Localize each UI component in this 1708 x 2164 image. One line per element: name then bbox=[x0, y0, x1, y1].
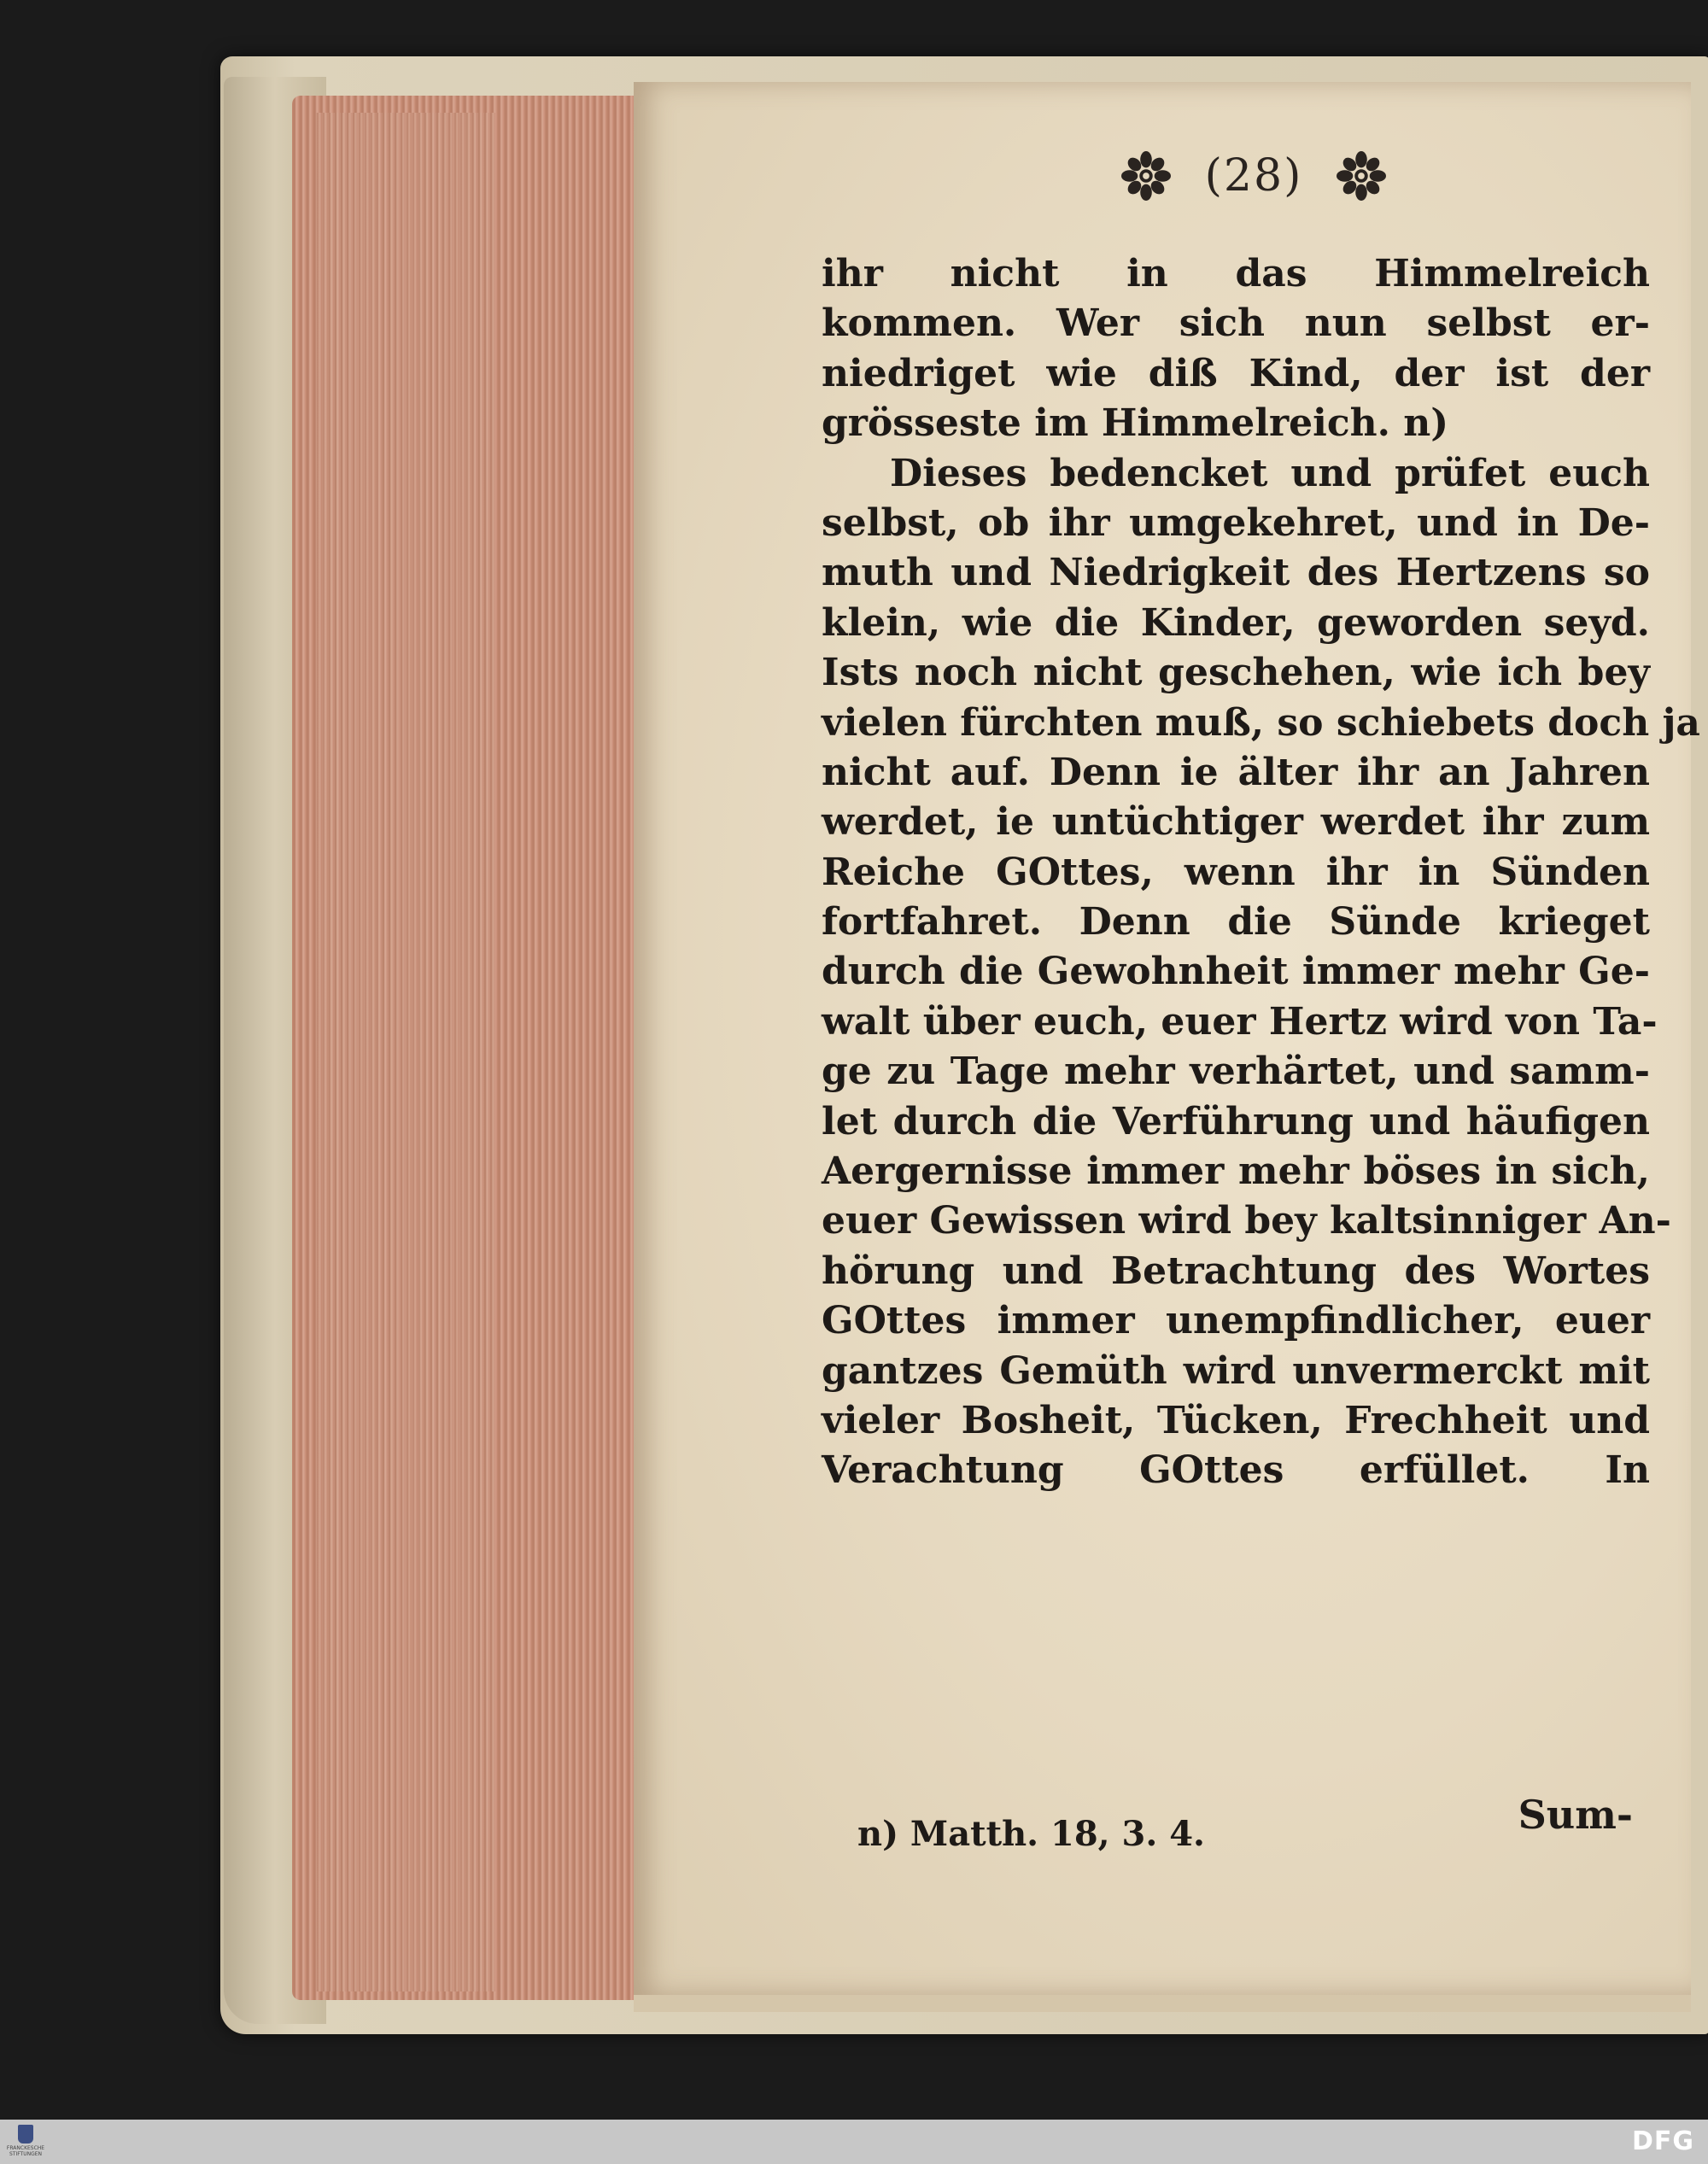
text-line: selbst, ob ihr umgekehret, und in De- bbox=[822, 500, 1650, 545]
text-line: klein, wie die Kinder, geworden seyd. bbox=[822, 600, 1650, 645]
text-line: ihr nicht in das Himmelreich bbox=[822, 252, 1650, 295]
text-line: muth und Niedrigkeit des Hertzens so bbox=[822, 551, 1650, 595]
page-bottom-edge bbox=[634, 1995, 1691, 2012]
text-line: fortfahret. Denn die Sünde krieget bbox=[822, 900, 1650, 945]
text-line: nicht auf. Denn ie älter ihr an Jahren bbox=[822, 750, 1650, 794]
text-line: hörung und Betrachtung des Wortes bbox=[822, 1249, 1650, 1293]
logo-emblem bbox=[18, 2125, 33, 2144]
text-line: Dieses bedencket und prüfet euch bbox=[890, 451, 1650, 495]
page-edges-inner bbox=[316, 113, 495, 1991]
page-text bbox=[822, 249, 1700, 1496]
text-line: gantzes Gemüth wird unvermerckt mit bbox=[822, 1348, 1650, 1393]
text-line: vieler Bosheit, Tücken, Frechheit und bbox=[822, 1398, 1650, 1442]
text-line: Aergernisse immer mehr böses in sich, bbox=[822, 1149, 1650, 1194]
text-line: GOttes immer unempfindlicher, euer bbox=[822, 1299, 1650, 1343]
text-line: werdet, ie untüchtiger werdet ihr zum bbox=[822, 800, 1650, 845]
footer-bar bbox=[0, 2120, 1708, 2164]
logo-text: FRANCKESCHE STIFTUNGEN bbox=[6, 2145, 45, 2157]
text-line: grösseste im Himmelreich. n) bbox=[822, 401, 1449, 446]
text-line: let durch die Verführung und häufigen bbox=[822, 1099, 1650, 1143]
institution-logo-icon[interactable] bbox=[7, 2125, 44, 2159]
dfg-logo[interactable]: DFG bbox=[1631, 2126, 1694, 2156]
text-line: walt über euch, euer Hertz wird von Ta- bbox=[822, 999, 1658, 1044]
text-line: durch die Gewohnheit immer mehr Ge- bbox=[822, 950, 1650, 994]
text-line: euer Gewissen wird bey kaltsinniger An- bbox=[822, 1199, 1671, 1243]
page-number: (28) bbox=[1204, 150, 1303, 202]
text-line: Ists noch nicht geschehen, wie ich bey bbox=[822, 651, 1650, 695]
text-line: kommen. Wer sich nun selbst er- bbox=[822, 301, 1650, 346]
text-line: niedriget wie diß Kind, der ist der bbox=[822, 351, 1650, 395]
page-header bbox=[1074, 142, 1433, 210]
text-line: Reiche GOttes, wenn ihr in Sünden bbox=[822, 850, 1650, 894]
flower-ornament-icon bbox=[1121, 151, 1171, 201]
footnote: n) Matth. 18, 3. 4. bbox=[857, 1814, 1205, 1854]
page-edges bbox=[292, 96, 634, 2000]
text-line: Verachtung GOttes erfüllet. In bbox=[822, 1448, 1650, 1493]
text-line: ge zu Tage mehr verhärtet, und samm- bbox=[822, 1050, 1650, 1094]
flower-ornament-icon bbox=[1337, 151, 1386, 201]
text-line: vielen fürchten muß, so schiebets doch ja bbox=[822, 700, 1700, 745]
catchword: Sum- bbox=[1518, 1792, 1633, 1838]
